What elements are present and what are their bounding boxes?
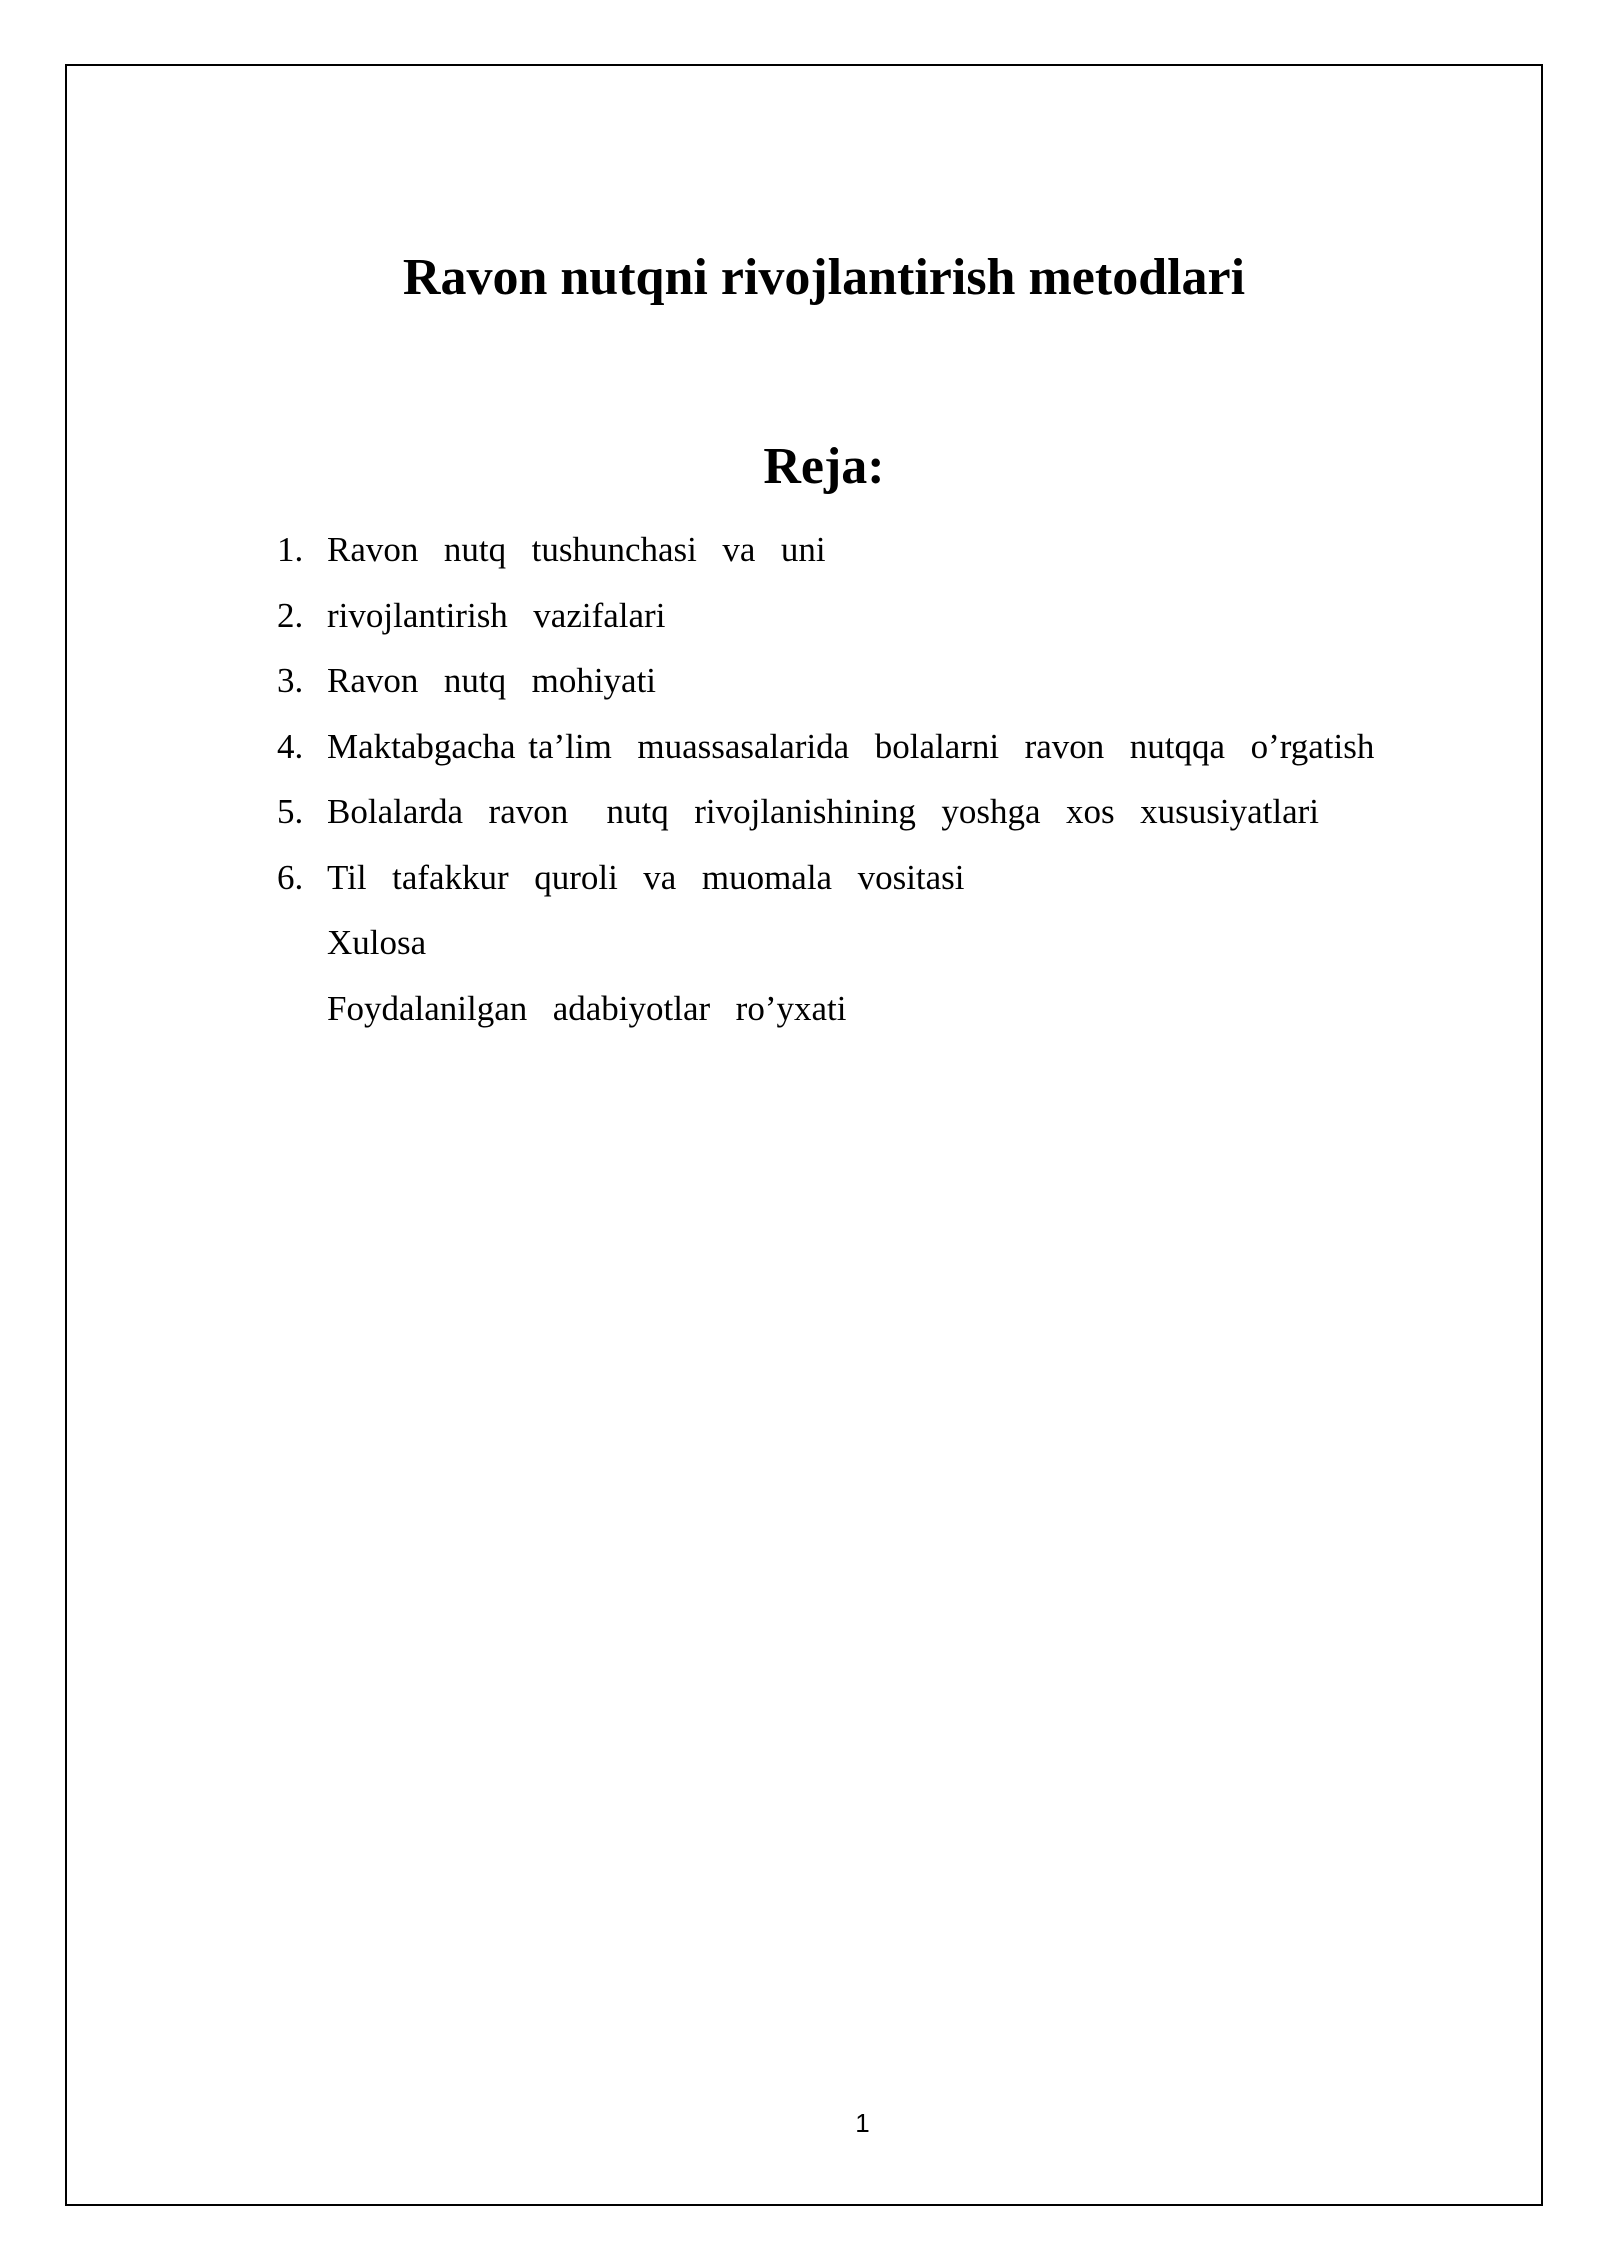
plan-item-conclusion [0,915,427,981]
plan-item-number: 6. [277,857,304,897]
plan-item-number: 4. [277,726,304,766]
document-title: Ravon nutqni rivojlantirish metodlari [402,249,1246,306]
plan-item-text: Foydalanilgan adabiyotlar ro’yxati [327,988,847,1028]
plan-item-4 [0,719,1375,785]
plan-heading: Reja: [763,438,885,495]
plan-item-number: 5. [277,792,304,831]
page-number: 1 [855,2108,870,2138]
plan-item-number: 2. [277,595,304,635]
plan-item-5 [0,784,1320,850]
plan-item-text: Ravon nutq mohiyati [327,661,657,700]
plan-item-text: Til tafakkur quroli va muomala vositasi [327,857,965,897]
plan-item-3 [0,653,657,719]
plan-item-2 [0,588,666,654]
plan-list [0,522,1375,1046]
plan-item-1 [0,522,826,588]
plan-item-text: rivojlantirish vazifalari [327,595,666,635]
plan-item-text: Xulosa [327,923,427,962]
plan-item-text: Maktabgacha ta’lim muassasalarida bolalarni ravon nutqqa o’rgatish [327,726,1375,766]
plan-item-references [0,981,847,1047]
plan-item-number: 3. [277,661,304,700]
plan-item-text: Ravon nutq tushunchasi va uni [327,530,826,569]
plan-item-text: Bolalarda ravon nutq rivojlanishining yoshga xos xususiyatlari [327,792,1320,831]
plan-item-6 [0,850,965,916]
page-border [65,64,1543,2206]
plan-item-number: 1. [277,530,304,569]
